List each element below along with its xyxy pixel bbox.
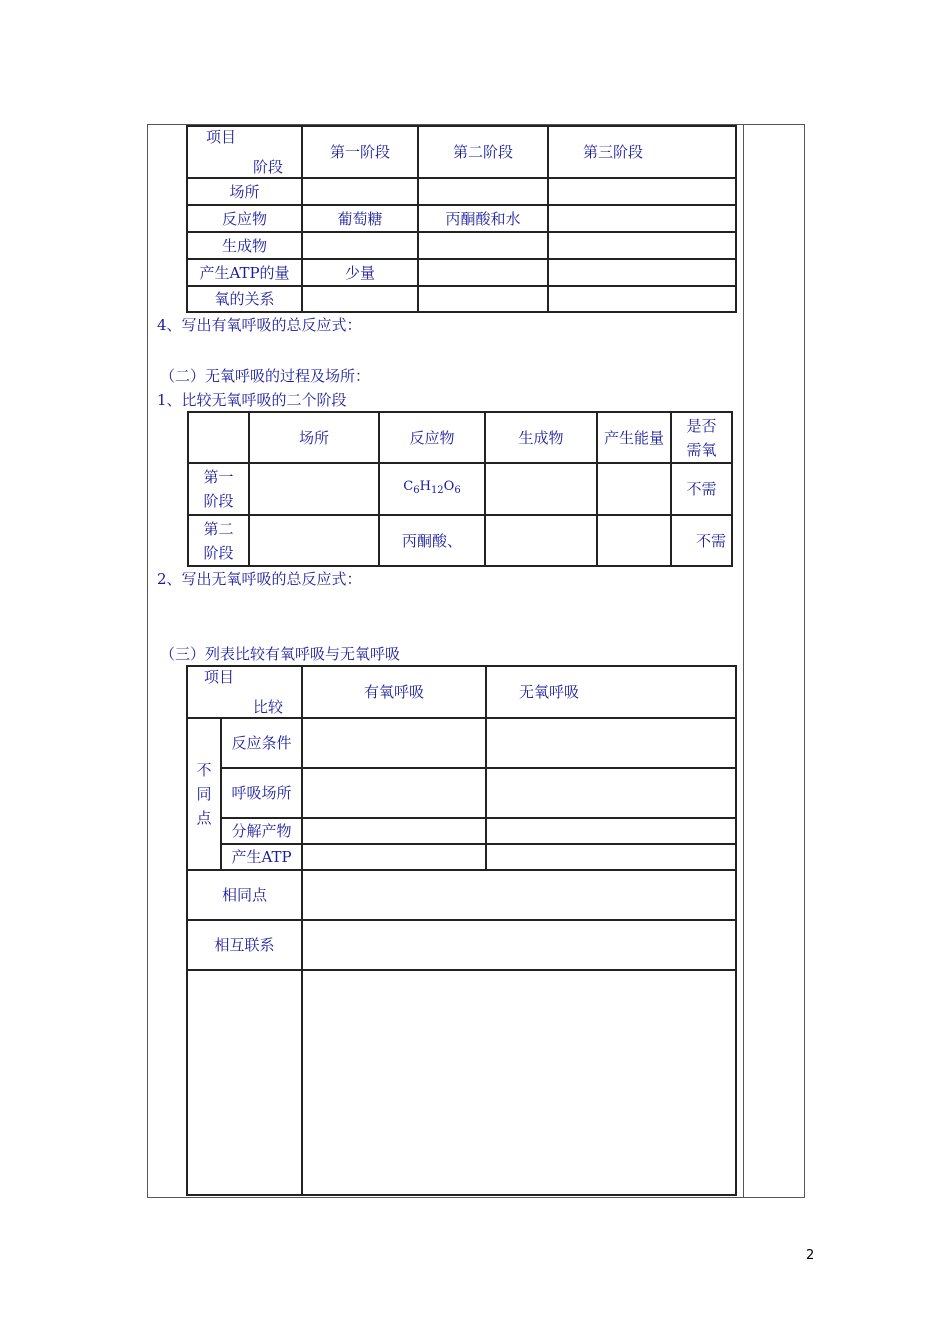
table1-cell (302, 232, 418, 259)
table3-cell (486, 844, 736, 870)
table3-cell (302, 768, 486, 818)
anaerobic-stages-table (187, 411, 733, 567)
table1-row-label: 氧的关系 (187, 286, 302, 312)
table2-oxygen-cell: 不需 (671, 463, 732, 515)
table1-cell: 丙酮酸和水 (418, 205, 548, 232)
table1-header: 第二阶段 (418, 126, 548, 178)
table2-header: 场所 (249, 412, 379, 463)
table3-cell (302, 870, 736, 920)
table3-row-label: 分解产物 (221, 818, 302, 844)
table1-cell (418, 178, 548, 205)
table1-cell (548, 205, 736, 232)
table1-row-label: 生成物 (187, 232, 302, 259)
table2-cell (485, 515, 597, 566)
page-number: 2 (806, 1248, 815, 1263)
table3-empty-cell (187, 970, 302, 1195)
table3-header: 有氧呼吸 (302, 666, 486, 718)
table2-reactant-formula: $C_6H_{12}O_6$ (379, 463, 485, 515)
table1-row-label: 场所 (187, 178, 302, 205)
table3-group-char: 点 (196, 809, 212, 827)
table2-cell (485, 463, 597, 515)
table2-cell (597, 515, 671, 566)
table2-cell (597, 463, 671, 515)
table3-cell (302, 718, 486, 768)
table2-header: 反应物 (379, 412, 485, 463)
question-1: 1、比较无氧呼吸的二个阶段 (157, 391, 347, 409)
section-3-heading: （三）列表比较有氧呼吸与无氧呼吸 (160, 645, 401, 663)
table1-header: 第一阶段 (302, 126, 418, 178)
table2-row2-label-line1: 第二 (203, 519, 234, 538)
table2-row-label (188, 515, 249, 566)
table3-row-label: 产生ATP (221, 844, 302, 870)
table3-cell (486, 768, 736, 818)
table1-cell (548, 286, 736, 312)
table2-header-oxygen-line2: 需氧 (686, 440, 717, 459)
table1-header: 第三阶段 (548, 126, 736, 178)
table1-cell (302, 286, 418, 312)
table1-cell (418, 259, 548, 286)
comparison-table (186, 665, 737, 1196)
table3-group-label (187, 718, 221, 870)
table2-row1-label-line2: 阶段 (203, 492, 234, 510)
table1-corner-top: 阶段 (252, 158, 283, 176)
table3-group-char: 不 (196, 761, 212, 779)
table2-row1-label-line1: 第一 (203, 468, 234, 486)
table3-cell (302, 920, 736, 970)
table1-cell (548, 178, 736, 205)
table1-corner-cell (187, 126, 302, 178)
table3-row-label: 反应条件 (221, 718, 302, 768)
outer-frame-divider (743, 124, 744, 1197)
table2-oxygen-cell: 不需 (671, 515, 732, 566)
table3-corner-cell (187, 666, 302, 718)
table2-header: 生成物 (485, 412, 597, 463)
table1-corner-bottom: 项目 (206, 128, 237, 146)
aerobic-stages-table (186, 125, 737, 313)
table3-corner-top: 比较 (252, 698, 283, 716)
table1-cell: 少量 (302, 259, 418, 286)
table2-reactant-cell: 丙酮酸、 (379, 515, 485, 566)
table2-row-label (188, 463, 249, 515)
section-2-heading: （二）无氧呼吸的过程及场所： (160, 367, 371, 385)
table1-row-label: 反应物 (187, 205, 302, 232)
table1-cell (548, 259, 736, 286)
table3-relation-label: 相互联系 (187, 920, 302, 970)
table2-cell (249, 463, 379, 515)
table3-same-label: 相同点 (187, 870, 302, 920)
table3-corner-bottom: 项目 (204, 668, 235, 686)
table3-group-char: 同 (196, 785, 212, 803)
table3-cell (302, 818, 486, 844)
table2-header: 产生能量 (597, 412, 671, 463)
table2-cell (249, 515, 379, 566)
table3-header: 无氧呼吸 (486, 666, 736, 718)
question-2: 2、写出无氧呼吸的总反应式： (157, 570, 362, 588)
table3-cell (486, 818, 736, 844)
table1-cell (418, 232, 548, 259)
table3-cell (302, 844, 486, 870)
question-4: 4、写出有氧呼吸的总反应式： (157, 316, 362, 334)
table1-cell (548, 232, 736, 259)
table1-row-label: 产生ATP的量 (187, 259, 302, 286)
table2-header-oxygen (671, 412, 732, 463)
table2-corner-cell (188, 412, 249, 463)
table3-empty-cell (302, 970, 736, 1195)
table1-cell: 葡萄糖 (302, 205, 418, 232)
table2-row2-label-line2: 阶段 (203, 543, 234, 562)
table1-cell (418, 286, 548, 312)
table2-header-oxygen-line1: 是否 (686, 416, 717, 435)
table1-cell (302, 178, 418, 205)
table3-cell (486, 718, 736, 768)
table3-row-label: 呼吸场所 (221, 768, 302, 818)
